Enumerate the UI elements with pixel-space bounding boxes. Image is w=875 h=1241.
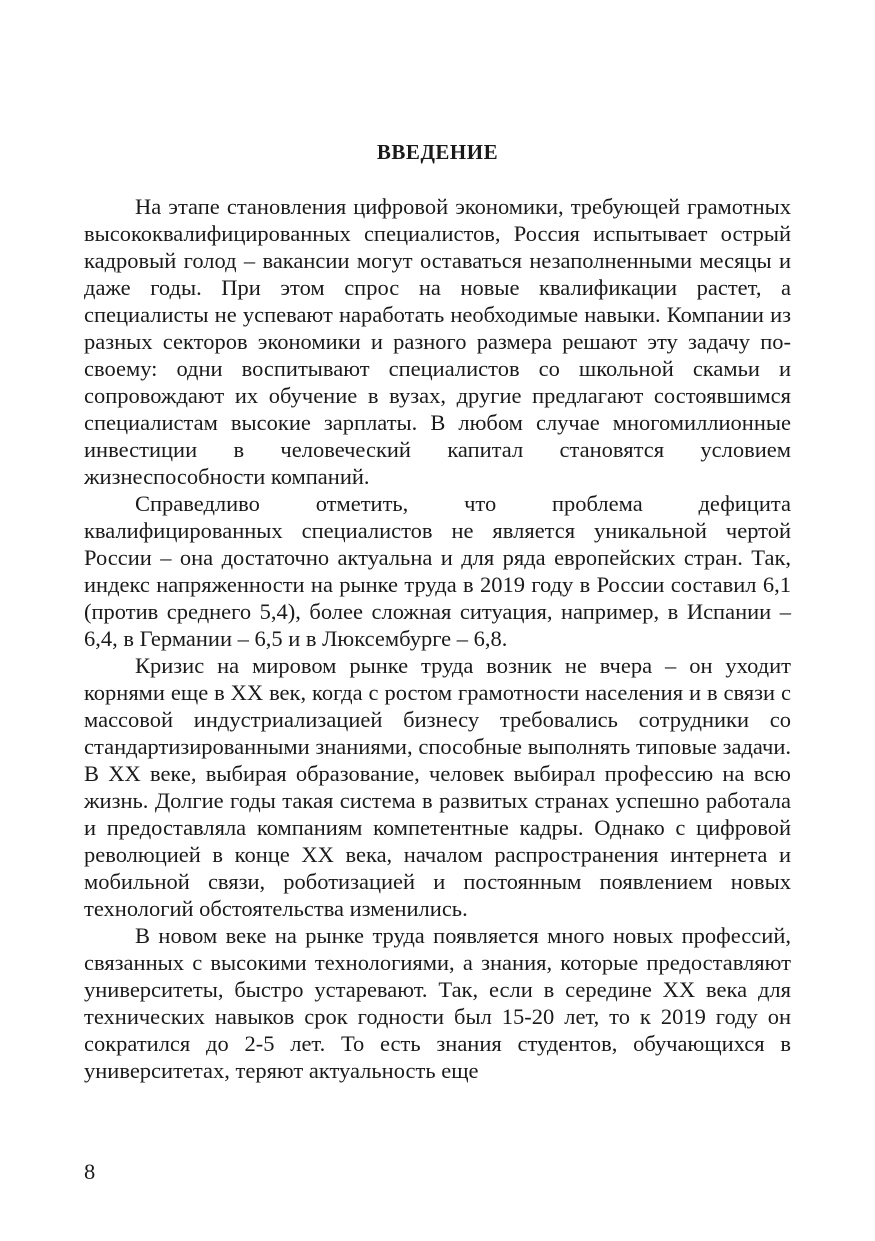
body-text xyxy=(84,193,791,1084)
section-heading: ВВЕДЕНИЕ xyxy=(376,140,499,164)
paragraph: Справедливо отметить, что проблема дефицита квалифицированных специалистов не является уникальной чертой России – она достаточно актуальна и для ряда европейских стран. Так, индекс напряженности на рынке труда в 2019 году в России составил 6,1 (против среднего 5,4), более сложная ситуация, например, в Испании – 6,4, в Германии – 6,5 и в Люксембурге – 6,8. xyxy=(84,491,791,651)
page-number: 8 xyxy=(84,1159,96,1184)
paragraph: На этапе становления цифровой экономики, требующей грамотных высококвалифицированных специалистов, Россия испытывает острый кадровый голод – вакансии могут оставаться незаполненными месяцы и даже годы. При этом спрос на новые квалификации растет, а специалисты не успевают наработать необходимые навыки. Компании из разных секторов экономики и разного размера решают эту задачу по-своему: одни воспитывают специалистов со школьной скамьи и сопровождают их обучение в вузах, другие предлагают состоявшимся специалистам высокие зарплаты. В любом случае многомиллионные инвестиции в человеческий капитал становятся условием жизнеспособности компаний. xyxy=(84,194,791,489)
paragraph: В новом веке на рынке труда появляется много новых профессий, связанных с высокими технологиями, а знания, которые предоставляют университеты, быстро устаревают. Так, если в середине ХХ века для технических навыков срок годности был 15-20 лет, то к 2019 году он сократился до 2-5 лет. То есть знания студентов, обучающихся в университетах, теряют актуальность еще xyxy=(84,923,791,1083)
paragraph: Кризис на мировом рынке труда возник не вчера – он уходит корнями еще в ХХ век, когда с ростом грамотности населения и в связи с массовой индустриализацией бизнесу требовались сотрудники со стандартизированными знаниями, способные выполнять типовые задачи. В ХХ веке, выбирая образование, человек выбирал профессию на всю жизнь. Долгие годы такая система в развитых странах успешно работала и предоставляла компаниям компетентные кадры. Однако с цифровой революцией в конце ХХ века, началом распространения интернета и мобильной связи, роботизацией и постоянным появлением новых технологий обстоятельства изменились. xyxy=(84,653,791,921)
